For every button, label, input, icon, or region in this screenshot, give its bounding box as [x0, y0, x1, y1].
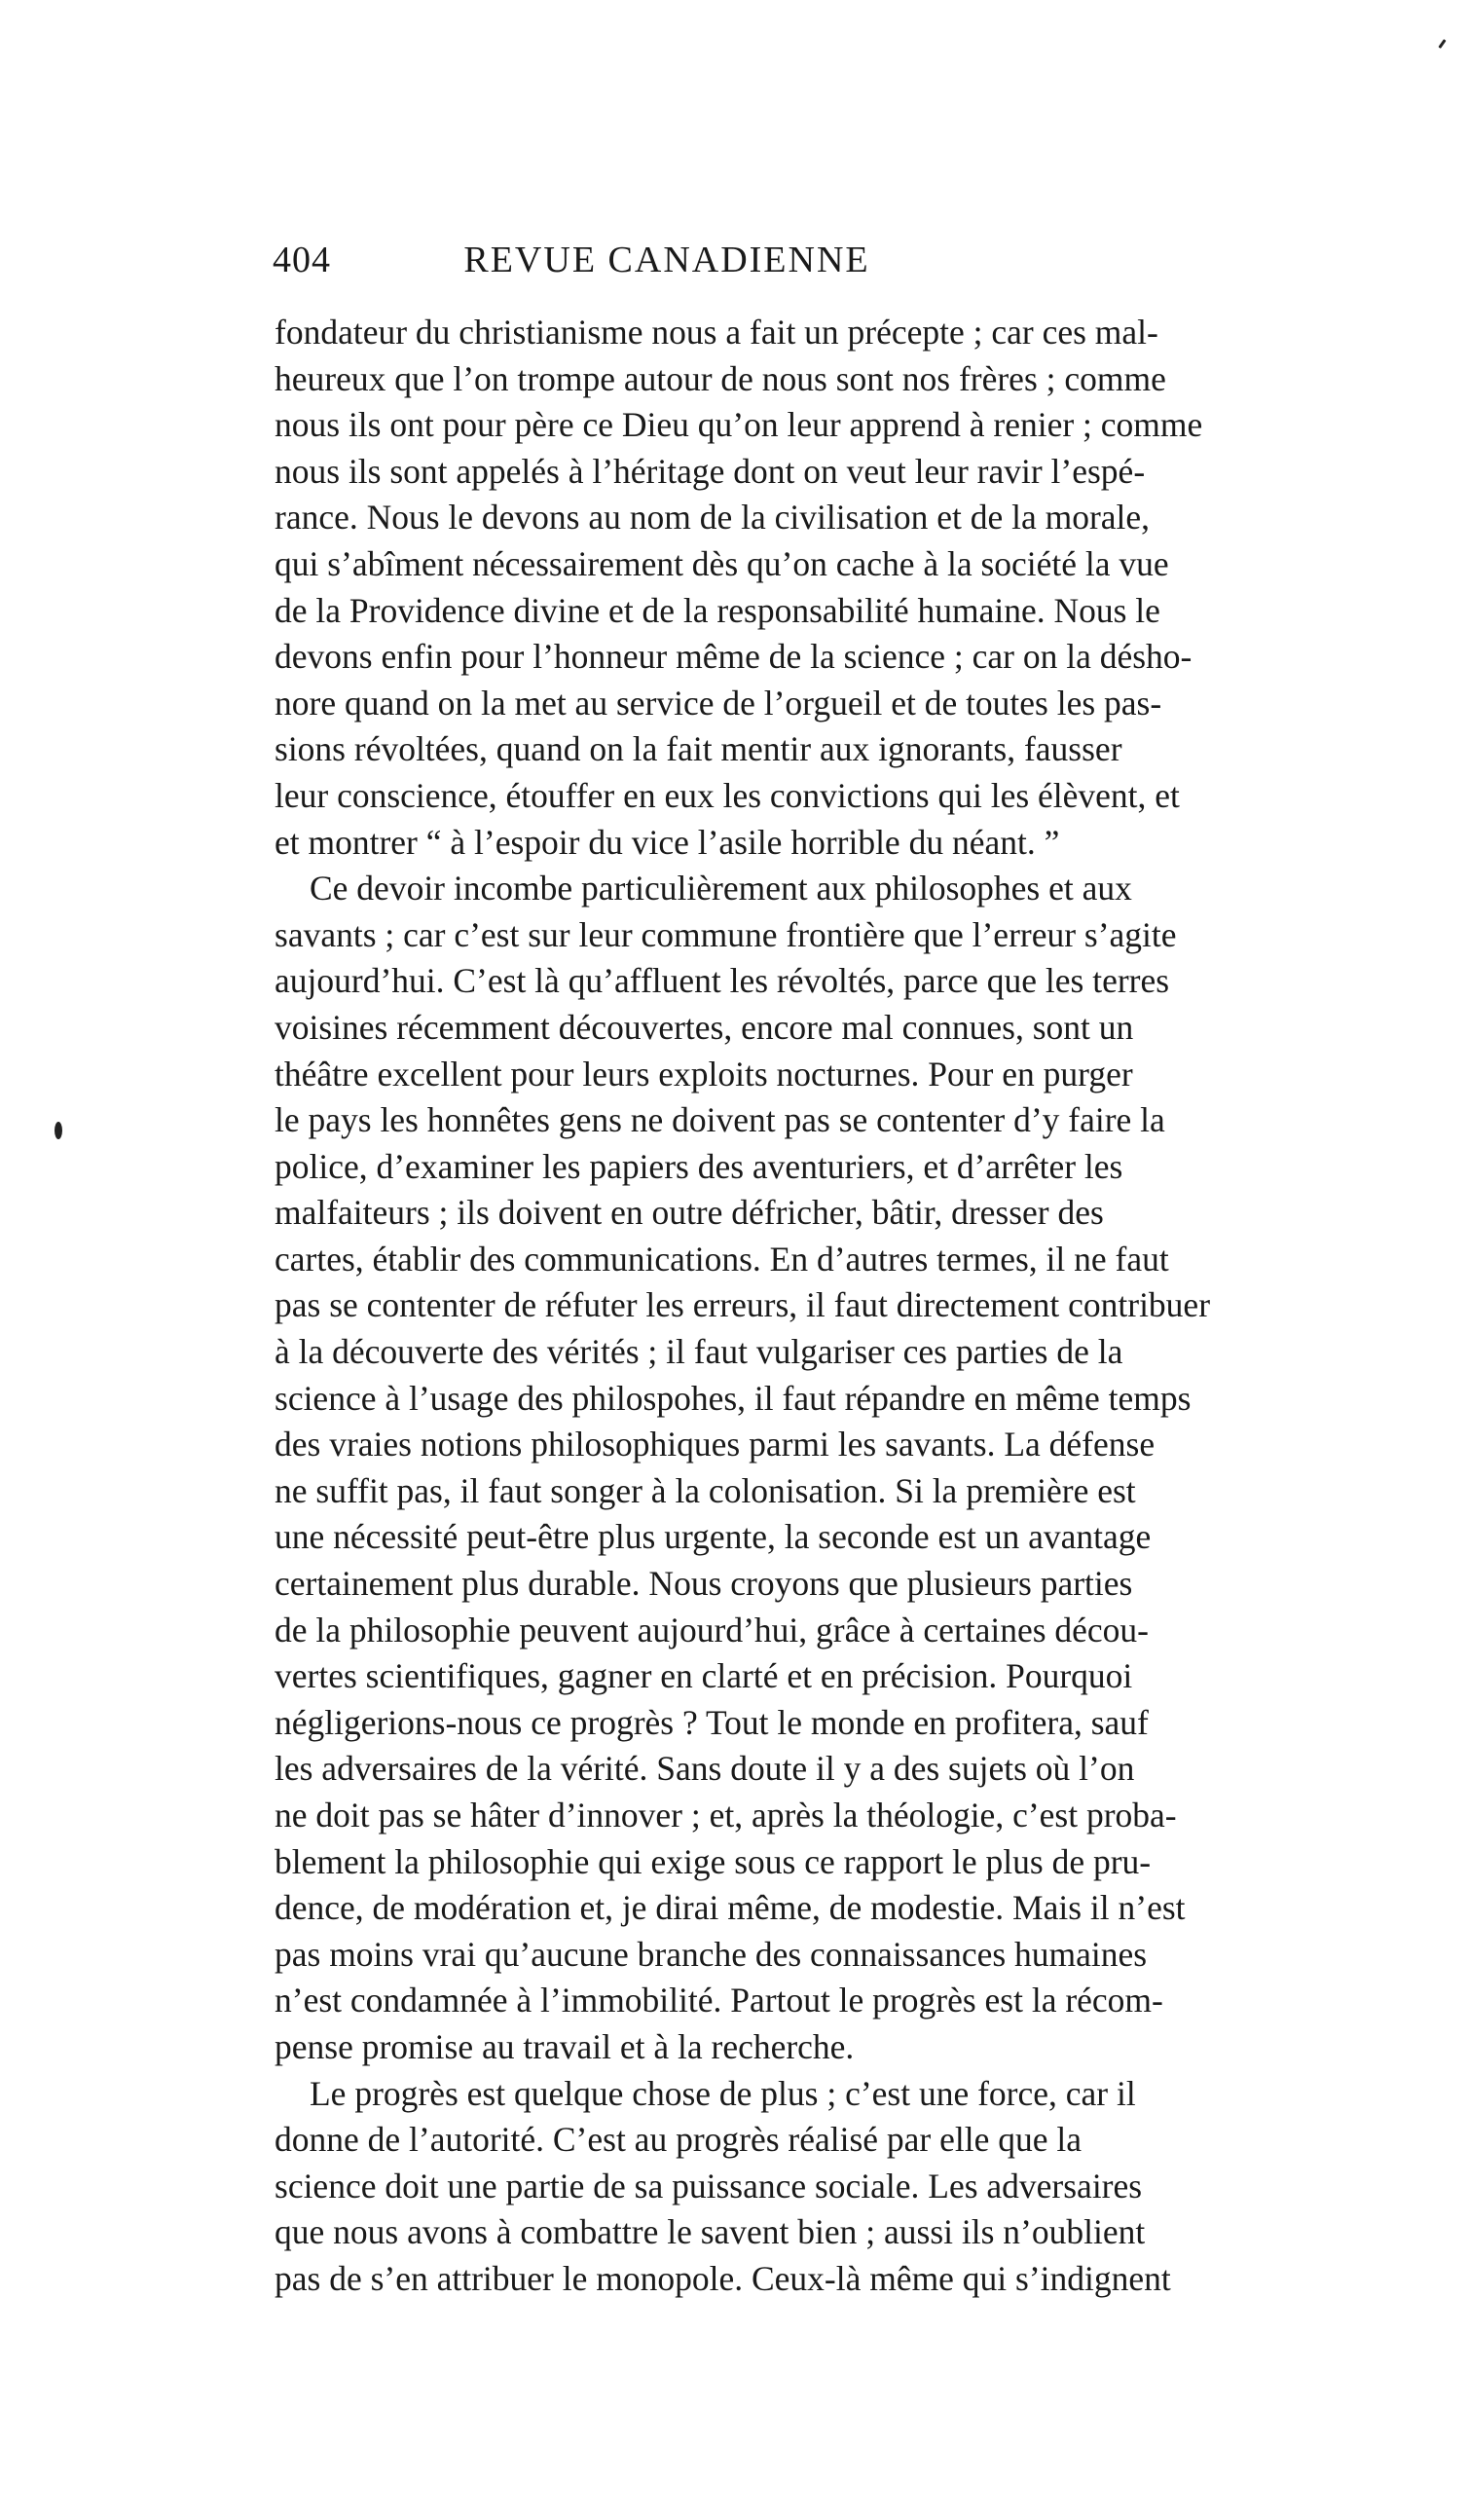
text-line: ne doit pas se hâter d’innover ; et, après la théologie, c’est proba-	[275, 1796, 1177, 1834]
text-line: sions révoltées, quand on la fait mentir aux ignorants, fausser	[275, 729, 1122, 769]
text-line: pense promise au travail et à la recherche.	[275, 2026, 855, 2066]
text-line: ne suffit pas, il faut songer à la colonisation. Si la première est	[275, 1470, 1136, 1510]
text-line: que nous avons à combattre le savent bien ; aussi ils n’oublient	[275, 2212, 1146, 2252]
text-line: qui s’abîment nécessairement dès qu’on cache à la société la vue	[275, 543, 1169, 583]
text-line: savants ; car c’est sur leur commune frontière que l’erreur s’agite	[275, 914, 1177, 954]
paragraph	[275, 2071, 1394, 2303]
text-line: négligerions-nous ce progrès ? Tout le monde en profitera, sauf	[275, 1702, 1149, 1742]
text-line: science doit une partie de sa puissance sociale. Les adversaires	[275, 2166, 1143, 2205]
text-line: de la philosophie peuvent aujourd’hui, grâce à certaines décou-	[275, 1610, 1149, 1649]
text-line: certainement plus durable. Nous croyons que plusieurs parties	[275, 1564, 1133, 1604]
text-line: une nécessité peut-être plus urgente, la seconde est un avantage	[275, 1517, 1152, 1557]
text-line: le pays les honnêtes gens ne doivent pas se contenter d’y faire la	[275, 1100, 1165, 1140]
text-line: donne de l’autorité. C’est au progrès réalisé par elle que la	[275, 2120, 1082, 2160]
text-line: pas de s’en attribuer le monopole. Ceux-là même qui s’indignent	[275, 2258, 1171, 2298]
text-line: pas se contenter de réfuter les erreurs, il faut directement contribuer	[275, 1285, 1211, 1325]
text-line: leur conscience, étouffer en eux les convictions qui les élèvent, et	[275, 775, 1180, 815]
text-line: devons enfin pour l’honneur même de la science ; car on la désho-	[275, 637, 1193, 677]
text-line: police, d’examiner les papiers des aventuriers, et d’arrêter les	[275, 1146, 1123, 1186]
text-line: cartes, établir des communications. En d’autres termes, il ne faut	[275, 1239, 1169, 1279]
text-line: et montrer “ à l’espoir du vice l’asile horrible du néant. ”	[275, 822, 1060, 862]
text-line: nous ils ont pour père ce Dieu qu’on leur apprend à renier ; comme	[275, 405, 1203, 445]
text-line: rance. Nous le devons au nom de la civilisation et de la morale,	[275, 498, 1151, 537]
ink-speck	[55, 1122, 62, 1139]
text-line: n’est condamnée à l’immobilité. Partout le progrès est la récom-	[275, 1981, 1163, 2020]
text-line: vertes scientifiques, gagner en clarté et en précision. Pourquoi	[275, 1656, 1133, 1696]
text-line: aujourd’hui. C’est là qu’affluent les révoltés, parce que les terres	[275, 961, 1170, 1001]
text-line: voisines récemment découvertes, encore mal connues, sont un	[275, 1007, 1134, 1047]
text-line: Ce devoir incombe particulièrement aux philosophes et aux	[310, 869, 1132, 908]
body-text	[275, 310, 1394, 2303]
text-line: les adversaires de la vérité. Sans doute il y a des sujets où l’on	[275, 1749, 1135, 1789]
text-line: fondateur du christianisme nous a fait un précepte ; car ces mal-	[275, 313, 1158, 352]
text-line: science à l’usage des philospohes, il faut répandre en même temps	[275, 1378, 1192, 1418]
text-line: théâtre excellent pour leurs exploits nocturnes. Pour en purger	[275, 1054, 1133, 1093]
text-line: blement la philosophie qui exige sous ce rapport le plus de pru-	[275, 1841, 1152, 1881]
text-line: Le progrès est quelque chose de plus ; c’est une force, car il	[310, 2073, 1136, 2113]
page-number: 404	[273, 240, 331, 280]
page-header	[273, 239, 1061, 297]
text-line: nore quand on la met au service de l’orgueil et de toutes les pas-	[275, 683, 1162, 723]
text-line: des vraies notions philosophiques parmi les savants. La défense	[275, 1425, 1156, 1464]
paragraph	[275, 310, 1394, 866]
text-line: dence, de modération et, je dirai même, de modestie. Mais il n’est	[275, 1888, 1186, 1928]
text-line: heureux que l’on trompe autour de nous sont nos frères ; comme	[275, 358, 1166, 398]
text-line: à la découverte des vérités ; il faut vulgariser ces parties de la	[275, 1332, 1123, 1372]
text-line: nous ils sont appelés à l’héritage dont on veut leur ravir l’espé-	[275, 451, 1146, 491]
text-line: malfaiteurs ; ils doivent en outre défricher, bâtir, dresser des	[275, 1193, 1104, 1233]
text-line: de la Providence divine et de la responsabilité humaine. Nous le	[275, 590, 1160, 630]
ink-speck	[1438, 39, 1446, 49]
paragraph	[275, 866, 1394, 2070]
text-line: pas moins vrai qu’aucune branche des connaissances humaines	[275, 1934, 1148, 1974]
running-title: REVUE CANADIENNE	[463, 240, 870, 280]
